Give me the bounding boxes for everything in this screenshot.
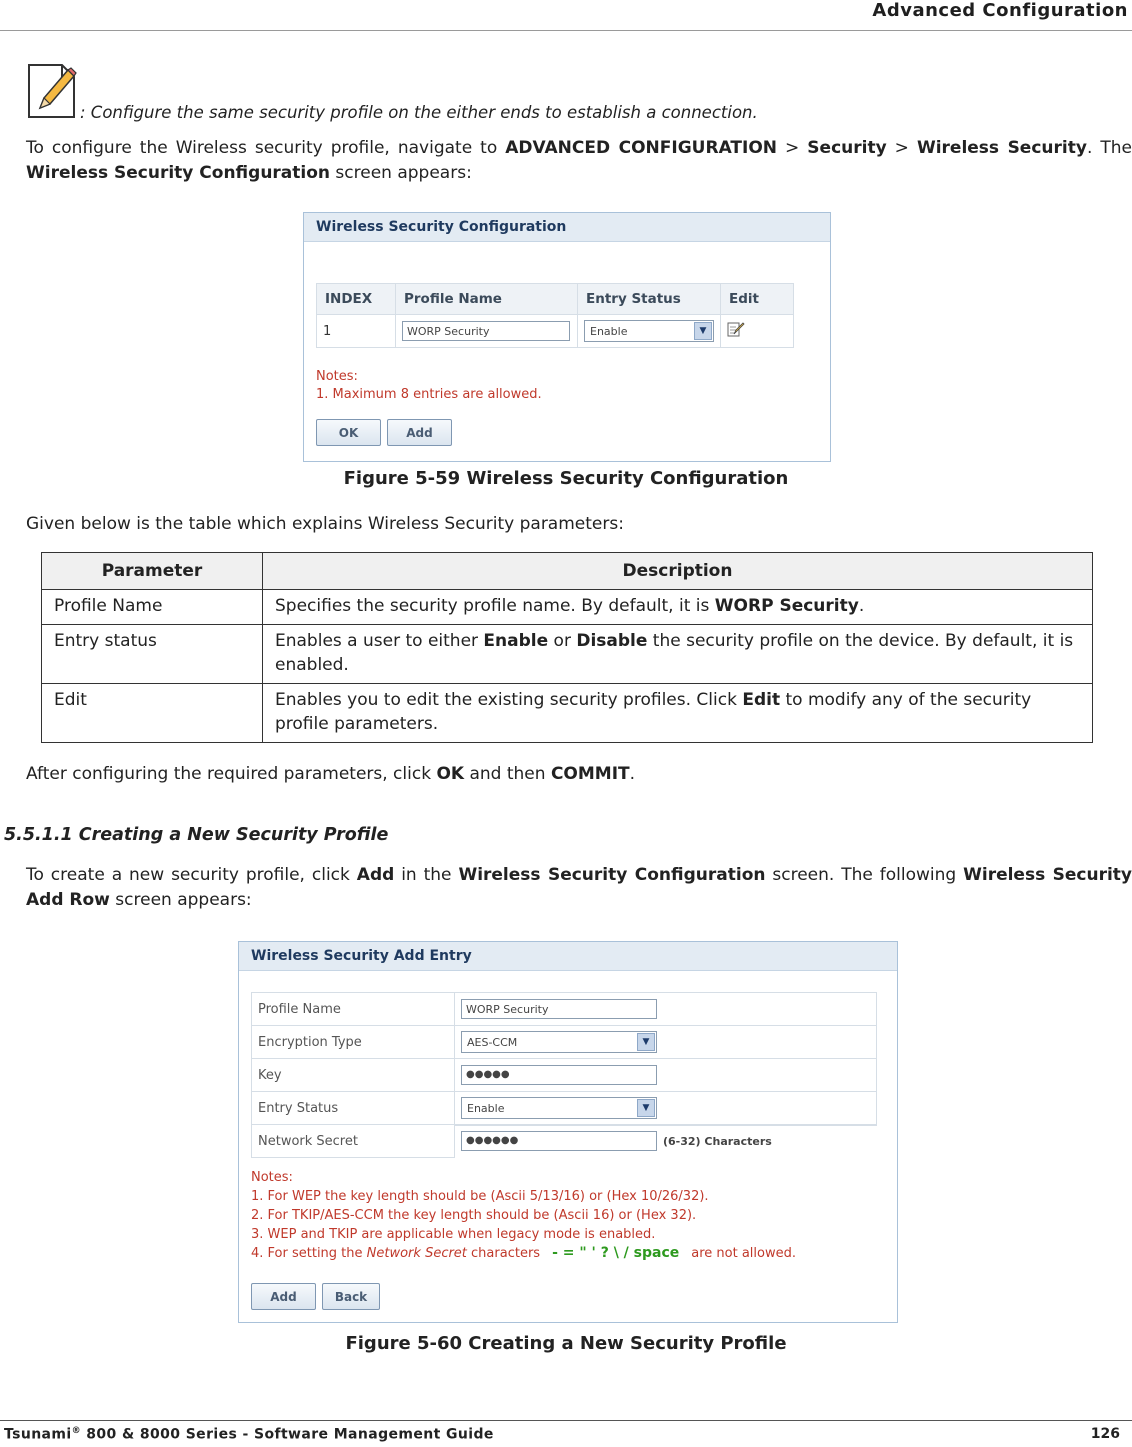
form-row [252, 1092, 877, 1125]
running-header: Advanced Configuration [872, 0, 1128, 21]
desc-cell: Specifies the security profile name. By default, it is WORP Security. [263, 590, 1093, 625]
panel-title: Wireless Security Configuration [304, 213, 830, 242]
wireless-security-config-panel [303, 212, 831, 462]
col-entry-status: Entry Status [578, 284, 721, 315]
network-secret-hint: (6-32) Characters [663, 1134, 772, 1148]
note-4: 4. For setting the Network Secret characters - = " ' ? \ / space are not allowed. [251, 1245, 797, 1261]
section-heading: 5.5.1.1 Creating a New Security Profile [4, 825, 389, 845]
key-input[interactable]: ●●●●● [461, 1065, 657, 1085]
footer-rule [0, 1420, 1132, 1421]
table-row [42, 684, 1093, 743]
add-button[interactable]: Add [387, 419, 452, 446]
parameter-table [41, 552, 1093, 743]
intro-paragraph: To configure the Wireless security profile, navigate to ADVANCED CONFIGURATION > Security > Wireless Security. The Wireless Security Configuration screen appears: [26, 138, 1132, 183]
desc-cell: Enables you to edit the existing security profiles. Click Edit to modify any of the security profile parameters. [263, 684, 1093, 743]
table-row [42, 625, 1093, 684]
col-edit: Edit [721, 284, 794, 315]
header-parameter: Parameter [42, 553, 263, 590]
footer-title: Tsunami® 800 & 8000 Series - Software Management Guide [4, 1426, 494, 1443]
ok-button[interactable]: OK [316, 419, 381, 446]
table-intro: Given below is the table which explains Wireless Security parameters: [26, 514, 624, 534]
notes: Notes: 1. Maximum 8 entries are allowed. [316, 369, 542, 402]
field-label: Encryption Type [252, 1026, 455, 1059]
row-index: 1 [317, 315, 396, 348]
note [26, 62, 758, 124]
desc-cell: Enables a user to either Enable or Disable the security profile on the device. By default, it is enabled. [263, 625, 1093, 684]
note-pencil-icon [26, 62, 78, 124]
chevron-down-icon: ▼ [637, 1099, 655, 1117]
notes: Notes: 1. For WEP the key length should be (Ascii 5/13/16) or (Hex 10/26/32). 2. For TKIP/AES-CCM the key length should be (Ascii 16) or (Hex 32). 3. WEP and TKIP are applicable when legacy mode is enabled. 4. For setting the Network Secret characters - = " ' ? \ / space are not allowed. [251, 1170, 797, 1261]
note-text: : Configure the same security profile on the either ends to establish a connection. [80, 103, 758, 122]
form-row [252, 993, 877, 1026]
add-entry-form [251, 992, 877, 1158]
form-row [252, 1026, 877, 1059]
section-paragraph: To create a new security profile, click Add in the Wireless Security Configuration screen. The following Wireless Security Add Row screen appears: [26, 865, 1132, 910]
field-label: Profile Name [252, 993, 455, 1026]
panel-title: Wireless Security Add Entry [239, 942, 897, 971]
param-cell: Entry status [42, 625, 263, 684]
table-row [317, 315, 794, 348]
form-row [252, 1059, 877, 1092]
add-button[interactable]: Add [251, 1283, 316, 1310]
page-number: 126 [1090, 1426, 1120, 1442]
back-button[interactable]: Back [322, 1283, 380, 1310]
field-label: Entry Status [252, 1092, 455, 1125]
forbidden-characters: - = " ' ? \ / space [552, 1245, 680, 1261]
chevron-down-icon: ▼ [694, 322, 712, 340]
figure-60-caption: Figure 5-60 Creating a New Security Profile [345, 1333, 787, 1354]
network-secret-input[interactable]: ●●●●●● [461, 1131, 657, 1151]
edit-icon[interactable] [727, 327, 745, 342]
after-config-paragraph: After configuring the required parameters, click OK and then COMMIT. [26, 764, 636, 784]
profile-name-input[interactable] [461, 999, 657, 1019]
form-row [252, 1125, 877, 1158]
entry-status-select[interactable]: Enable ▼ [584, 320, 714, 342]
profile-name-input[interactable] [402, 321, 570, 341]
header-rule [0, 30, 1132, 31]
param-cell: Edit [42, 684, 263, 743]
field-label: Key [252, 1059, 455, 1092]
header-description: Description [263, 553, 1093, 590]
col-profile-name: Profile Name [396, 284, 578, 315]
entry-status-select[interactable]: Enable ▼ [461, 1097, 657, 1119]
encryption-type-select[interactable]: AES-CCM ▼ [461, 1031, 657, 1053]
col-index: INDEX [317, 284, 396, 315]
chevron-down-icon: ▼ [637, 1033, 655, 1051]
field-label: Network Secret [252, 1125, 455, 1158]
figure-59-caption: Figure 5-59 Wireless Security Configuration [343, 468, 789, 489]
table-row [42, 590, 1093, 625]
profile-table [316, 283, 794, 348]
wireless-security-add-entry-panel [238, 941, 898, 1323]
param-cell: Profile Name [42, 590, 263, 625]
